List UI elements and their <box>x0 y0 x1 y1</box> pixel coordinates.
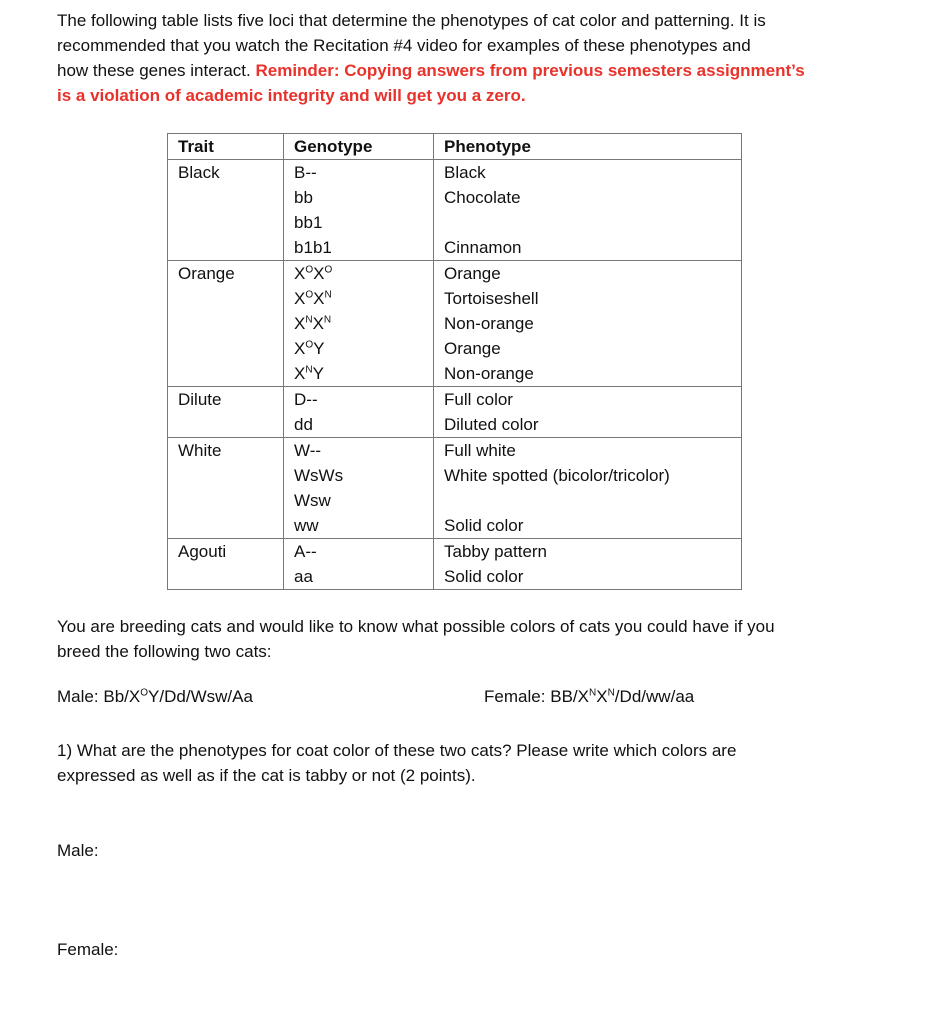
table-header-row <box>168 134 742 160</box>
intro-line-1: The following table lists five loci that determine the phenotypes of cat color and patterning. It is <box>57 11 766 30</box>
header-trait: Trait <box>168 134 284 160</box>
trait-cell <box>168 210 284 235</box>
intro-line-2: recommended that you watch the Recitation #4 video for examples of these phenotypes and <box>57 36 751 55</box>
question-1-line-1: 1) What are the phenotypes for coat color of these two cats? Please write which colors are <box>57 741 737 760</box>
trait-cell: White <box>168 438 284 464</box>
male-answer-label: Male: <box>57 841 99 860</box>
phenotype-cell: Full white <box>434 438 742 464</box>
phenotype-cell: Non-orange <box>434 311 742 336</box>
phenotype-cell: Tortoiseshell <box>434 286 742 311</box>
table-row <box>168 513 742 539</box>
trait-cell <box>168 361 284 387</box>
genotype-cell: $X^OY$ <box>284 336 434 361</box>
trait-cell <box>168 488 284 513</box>
table-row <box>168 438 742 464</box>
trait-cell: Dilute <box>168 387 284 413</box>
phenotype-cell: Solid color <box>434 513 742 539</box>
phenotype-cell: Diluted color <box>434 412 742 438</box>
table-row <box>168 235 742 261</box>
trait-cell <box>168 286 284 311</box>
table-row <box>168 387 742 413</box>
loci-table <box>167 133 742 590</box>
genotype-cell: $X^NX^N$ <box>284 311 434 336</box>
table-row <box>168 261 742 287</box>
trait-cell <box>168 336 284 361</box>
trait-cell <box>168 513 284 539</box>
genotype-cell: W-- <box>284 438 434 464</box>
genotype-cell: $X^NY$ <box>284 361 434 387</box>
genotype-cell: WsWs <box>284 463 434 488</box>
table-row <box>168 564 742 590</box>
intro-line-3: how these genes interact. <box>57 61 256 80</box>
table-row <box>168 361 742 387</box>
male-genotype <box>57 687 253 707</box>
phenotype-cell: Full color <box>434 387 742 413</box>
trait-cell <box>168 185 284 210</box>
phenotype-cell: Cinnamon <box>434 235 742 261</box>
breeding-line-1: You are breeding cats and would like to know what possible colors of cats you could have if you <box>57 617 775 636</box>
genotype-cell: $X^OX^N$ <box>284 286 434 311</box>
table-row <box>168 412 742 438</box>
table-row <box>168 286 742 311</box>
phenotype-cell: Solid color <box>434 564 742 590</box>
genotype-cell: bb <box>284 185 434 210</box>
phenotype-cell: Orange <box>434 336 742 361</box>
phenotype-cell: White spotted (bicolor/tricolor) <box>434 463 742 488</box>
phenotype-cell: Black <box>434 160 742 186</box>
genotype-cell: aa <box>284 564 434 590</box>
genotype-cell: Wsw <box>284 488 434 513</box>
table-row <box>168 311 742 336</box>
trait-cell <box>168 235 284 261</box>
reminder-warning-2: is a violation of academic integrity and will get you a zero. <box>57 86 526 105</box>
table-row <box>168 463 742 488</box>
header-genotype: Genotype <box>284 134 434 160</box>
genotype-cell: A-- <box>284 539 434 565</box>
genotype-cell: B-- <box>284 160 434 186</box>
phenotype-cell: Chocolate <box>434 185 742 210</box>
phenotype-cell: Non-orange <box>434 361 742 387</box>
trait-cell <box>168 564 284 590</box>
reminder-warning-1: Reminder: Copying answers from previous semesters assignment’s <box>255 61 805 80</box>
female-answer-label: Female: <box>57 940 119 959</box>
phenotype-cell: Orange <box>434 261 742 287</box>
genotype-cell: D-- <box>284 387 434 413</box>
male-genotype-text: Male: $Bb/X^OY/Dd/Wsw/Aa$ <box>57 687 253 706</box>
trait-cell: Orange <box>168 261 284 287</box>
intro-paragraph <box>57 8 805 108</box>
header-phenotype: Phenotype <box>434 134 742 160</box>
phenotype-cell <box>434 488 742 513</box>
table-row <box>168 185 742 210</box>
genotype-cell: dd <box>284 412 434 438</box>
female-genotype <box>484 687 694 707</box>
trait-cell: Black <box>168 160 284 186</box>
question-1 <box>57 738 736 788</box>
table-row <box>168 488 742 513</box>
table-row <box>168 336 742 361</box>
trait-cell <box>168 412 284 438</box>
genotype-cell: b1b1 <box>284 235 434 261</box>
genotype-cell: bb1 <box>284 210 434 235</box>
trait-cell <box>168 463 284 488</box>
breeding-paragraph <box>57 614 775 664</box>
female-genotype-text: Female: $BB/X^NX^N/Dd/ww/aa$ <box>484 687 695 706</box>
phenotype-cell: Tabby pattern <box>434 539 742 565</box>
phenotype-cell <box>434 210 742 235</box>
table-row <box>168 160 742 186</box>
table-row <box>168 539 742 565</box>
table-row <box>168 210 742 235</box>
trait-cell <box>168 311 284 336</box>
breeding-line-2: breed the following two cats: <box>57 642 272 661</box>
genotype-cell: ww <box>284 513 434 539</box>
genotype-cell: $X^OX^O$ <box>284 261 434 287</box>
trait-cell: Agouti <box>168 539 284 565</box>
question-1-line-2: expressed as well as if the cat is tabby or not (2 points). <box>57 766 476 785</box>
